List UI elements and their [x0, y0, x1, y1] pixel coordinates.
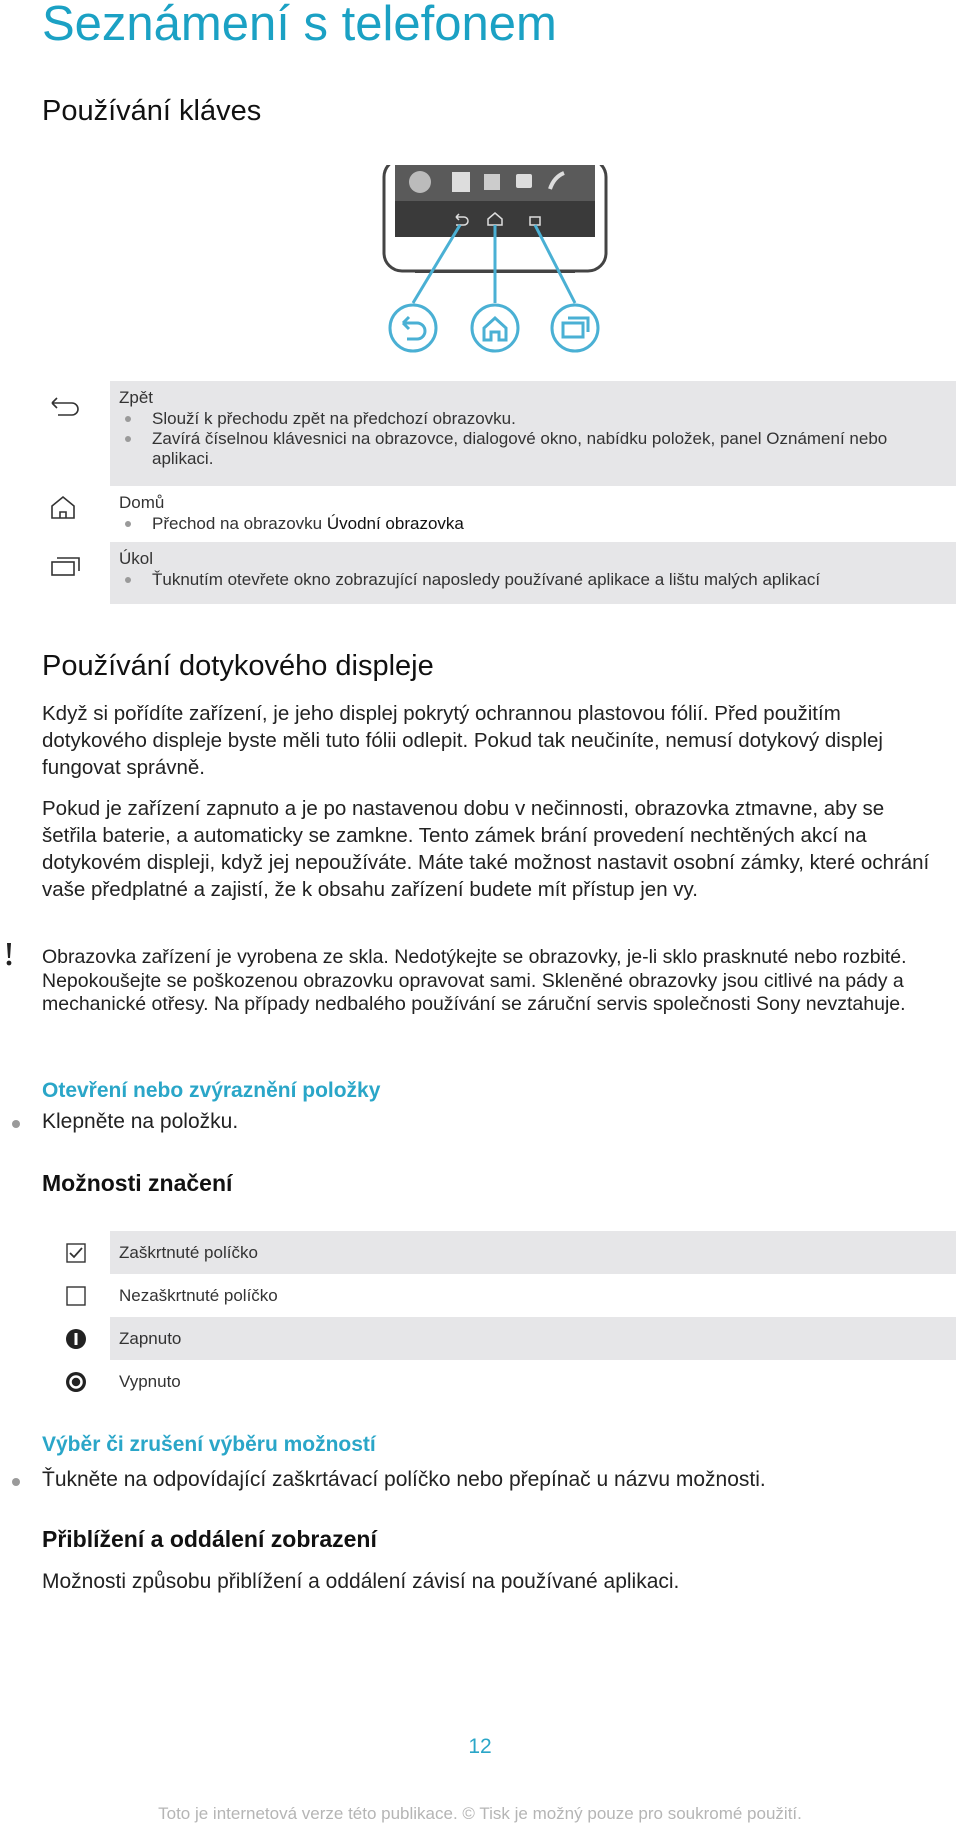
- checked-checkbox-icon: [42, 1231, 110, 1274]
- option-row: [42, 1360, 956, 1403]
- key-desc: Zavírá číselnou klávesnici na obrazovce, dialogové okno, nabídku položek, panel Oznámení nebo aplikaci.: [119, 429, 948, 469]
- back-icon: [42, 381, 110, 486]
- key-row-home: [42, 486, 956, 542]
- home-screen-link[interactable]: Úvodní obrazovka: [326, 514, 464, 533]
- touch-paragraph-2: Pokud je zařízení zapnuto a je po nastavenou dobu v nečinnosti, obrazovka ztmavne, aby se šetřila baterie, a automaticky se zamkne. Tento zámek brání provedení nechtěných akcí na dotykovém displeji, když jej nepoužíváte. Máte také možnost nastavit osobní zámky, které ochrání vaše předplatné a zajistí, že k obsahu zařízení budete mít přístup jen vy.: [42, 797, 930, 901]
- key-name-task: Úkol: [119, 549, 154, 568]
- key-name-back: Zpět: [119, 388, 154, 407]
- recent-apps-icon: [42, 542, 110, 604]
- option-row: [42, 1317, 956, 1360]
- task-step-open: Klepněte na položku.: [42, 1110, 238, 1134]
- task-title-open: Otevření nebo zvýraznění položky: [42, 1079, 381, 1102]
- key-name-home: Domů: [119, 493, 165, 512]
- warning-text: Obrazovka zařízení je vyrobena ze skla. Nedotýkejte se obrazovky, je-li sklo prasknuté nebo rozbité. Nepokoušejte se poškozenou obrazovku opravovat sami. Skleněné obrazovky jsou citlivé na pády a mechanické otřesy. Na případy nedbalého používání se záruční servis společnosti Sony nevztahuje.: [42, 946, 907, 1015]
- footer-note: Toto je internetová verze této publikace. © Tisk je možný pouze pro soukromé použití.: [158, 1804, 802, 1823]
- key-desc: Přechod na obrazovku Úvodní obrazovka: [119, 514, 948, 534]
- section-heading-marking: Možnosti značení: [42, 1170, 233, 1196]
- key-desc: Slouží k přechodu zpět na předchozí obrazovku.: [119, 409, 948, 429]
- keys-table: [42, 381, 956, 604]
- home-icon: [42, 486, 110, 542]
- option-label: Vypnuto: [119, 1371, 181, 1391]
- option-label: Zapnuto: [110, 1317, 956, 1360]
- task-title-select: Výběr či zrušení výběru možností: [42, 1433, 376, 1456]
- section-heading-keys: Používání kláves: [42, 95, 262, 127]
- section-heading-touch: Používání dotykového displeje: [42, 650, 434, 682]
- section-heading-zoom: Přiblížení a oddálení zobrazení: [42, 1526, 377, 1552]
- off-icon: [42, 1360, 110, 1403]
- page-title: Seznámení s telefonem: [42, 0, 557, 51]
- phone-keys-illustration: [370, 165, 620, 355]
- key-row-back: [42, 381, 956, 486]
- option-label: Zaškrtnuté políčko: [110, 1231, 956, 1274]
- task-step-select: Ťukněte na odpovídající zaškrtávací políčko nebo přepínač u názvu možnosti.: [42, 1468, 766, 1492]
- key-desc: Ťuknutím otevřete okno zobrazující naposledy používané aplikace a lištu malých aplikací: [119, 570, 948, 590]
- option-row: [42, 1274, 956, 1317]
- option-label: Nezaškrtnuté políčko: [119, 1285, 278, 1305]
- zoom-text: Možnosti způsobu přiblížení a oddálení závisí na používané aplikaci.: [42, 1570, 680, 1593]
- on-icon: [42, 1317, 110, 1360]
- marking-options-table: [42, 1231, 956, 1403]
- key-row-task: [42, 542, 956, 604]
- warning-icon: [4, 943, 14, 967]
- touch-paragraph-1: Když si pořídíte zařízení, je jeho displej pokrytý ochrannou plastovou fólií. Před použitím dotykového displeje byste měli tuto fólii odlepit. Pokud tak neučiníte, nemusí dotykový displej fungovat správně.: [42, 702, 883, 779]
- option-row: [42, 1231, 956, 1274]
- bullet-icon: [12, 1120, 20, 1128]
- unchecked-checkbox-icon: [42, 1274, 110, 1317]
- page-number: 12: [468, 1735, 492, 1758]
- bullet-icon: [12, 1478, 20, 1486]
